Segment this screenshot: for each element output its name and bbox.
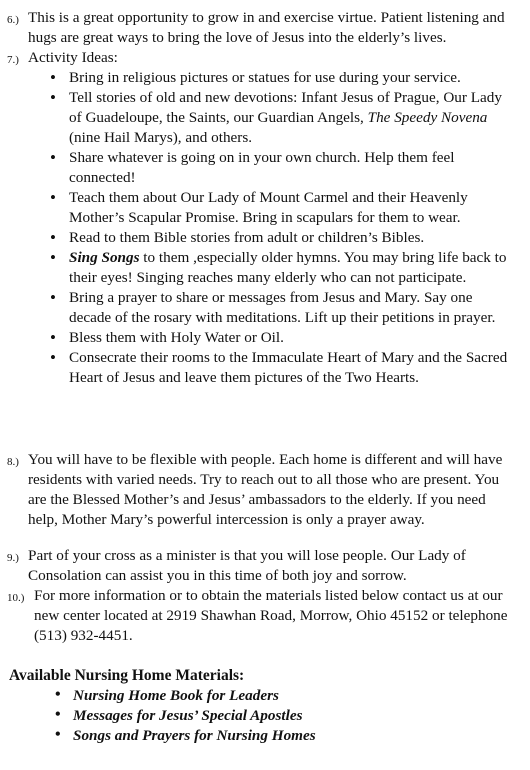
list-item xyxy=(55,706,505,726)
list-item xyxy=(48,188,518,228)
bullet-text: Share whatever is going on in your own church. Help them feel connected! xyxy=(69,149,455,186)
list-item xyxy=(48,68,518,88)
list-item xyxy=(48,88,518,148)
material-title: Messages for Jesus’ Special Apostles xyxy=(73,707,303,724)
bullet-text: Bring in religious pictures or statues for use during your service. xyxy=(69,69,461,86)
list-item xyxy=(48,228,518,248)
sing-songs-emphasis: Sing Songs xyxy=(69,249,140,266)
item-number-6: 6.) xyxy=(7,14,19,26)
bullet-text-cont: (nine Hail Marys), and others. xyxy=(69,129,253,146)
item-number-7: 7.) xyxy=(7,54,19,66)
item-6-text: This is a great opportunity to grow in and exercise virtue. Patient listening and hugs are great ways to bring the love of Jesus into the elderly’s lives. xyxy=(28,9,505,46)
material-title: Songs and Prayers for Nursing Homes xyxy=(73,727,316,744)
activity-ideas-list xyxy=(48,68,518,388)
bullet-text: Bring a prayer to share or messages from Jesus and Mary. Say one decade of the rosary with meditations. Lift up their petitions in prayer. xyxy=(69,289,496,326)
list-item xyxy=(48,328,518,348)
activity-ideas-label: Activity Ideas: xyxy=(28,49,118,66)
bullet-text: Tell stories of old and new devotions: Infant Jesus of Prague, Our Lady of Guadeloupe, the Saints, our Guardian Angels, xyxy=(69,89,502,126)
list-item xyxy=(48,348,518,388)
list-item xyxy=(48,148,518,188)
bullet-text: Bless them with Holy Water or Oil. xyxy=(69,329,284,346)
bullet-text: Read to them Bible stories from adult or children’s Bibles. xyxy=(69,229,425,246)
item-10-text: For more information or to obtain the materials listed below contact us at our new center located at 2919 Shawhan Road, Morrow, Ohio 45152 or telephone (513) 932-4451. xyxy=(34,587,508,644)
list-item xyxy=(55,726,505,746)
item-number-10: 10.) xyxy=(7,592,25,604)
list-item xyxy=(48,248,518,288)
speedy-novena-title: The Speedy Novena xyxy=(367,109,488,126)
bullet-text-cont: to them ,especially older hymns. You may bring life back to their eyes! Singing reaches many elderly who can not participate. xyxy=(69,249,507,286)
item-8-text: You will have to be flexible with people. Each home is different and will have residents with varied needs. Try to reach out to all those who are present. You are the Blessed Mother’s and Jesus’ ambassadors to the elderly. If you need help, Mother Mary’s powerful intercession is only a prayer away. xyxy=(28,451,503,528)
item-9-text: Part of your cross as a minister is that you will lose people. Our Lady of Consolation can assist you in this time of both joy and sorrow. xyxy=(28,547,466,584)
material-title: Nursing Home Book for Leaders xyxy=(73,687,279,704)
bullet-text: Teach them about Our Lady of Mount Carmel and their Heavenly Mother’s Scapular Promise. Bring in scapulars for them to wear. xyxy=(69,189,468,226)
materials-list xyxy=(55,686,505,746)
item-number-9: 9.) xyxy=(7,552,19,564)
materials-heading: Available Nursing Home Materials: xyxy=(9,667,245,684)
list-item xyxy=(48,288,518,328)
item-number-8: 8.) xyxy=(7,456,19,468)
list-item xyxy=(55,686,505,706)
bullet-text: Consecrate their rooms to the Immaculate Heart of Mary and the Sacred Heart of Jesus and leave them pictures of the Two Hearts. xyxy=(69,349,508,386)
